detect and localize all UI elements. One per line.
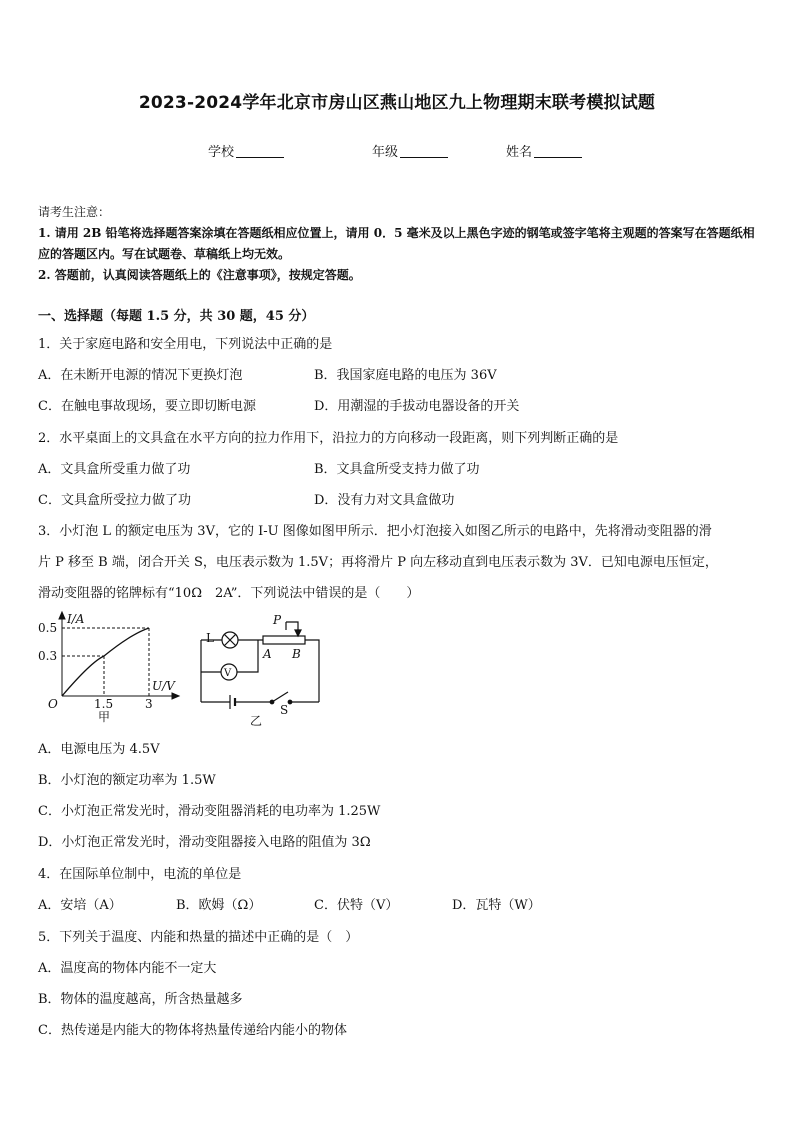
q3-figures — [36, 610, 336, 735]
figure-yi-caption: 乙 — [250, 714, 263, 728]
q3-option-c: C．小灯泡正常发光时，滑动变阻器消耗的电功率为 1.25W — [38, 804, 381, 819]
q2-option-a: A．文具盒所受重力做了功 — [38, 462, 191, 477]
lamp-label: L — [206, 631, 214, 645]
note-item: 2. 答题前，认真阅读答题纸上的《注意事项》，按规定答题。 — [38, 268, 361, 282]
question-2-stem: 2．水平桌面上的文具盒在水平方向的拉力作用下，沿拉力的方向移动一段距离，则下列判断正确的是 — [38, 431, 619, 446]
voltmeter-label: V — [224, 668, 232, 679]
q1-option-b: B．我国家庭电路的电压为 36V — [314, 368, 497, 383]
question-3-stem-line1: 3．小灯泡 L 的额定电压为 3V，它的 I-U 图像如图甲所示．把小灯泡接入如图乙所示的电路中，先将滑动变阻器的滑 — [38, 524, 712, 539]
q5-option-b: B．物体的温度越高，所含热量越多 — [38, 992, 243, 1007]
school-blank[interactable] — [236, 145, 284, 158]
q4-option-a: A．安培（A） — [38, 898, 122, 913]
right-wire — [305, 640, 319, 702]
page-title: 2023-2024学年北京市房山区燕山地区九上物理期末联考模拟试题 — [138, 93, 656, 113]
question-1-stem: 1．关于家庭电路和安全用电，下列说法中正确的是 — [38, 337, 333, 352]
section-heading: 一、选择题（每题 1.5 分，共 30 题，45 分） — [38, 309, 315, 324]
q3-option-d: D．小灯泡正常发光时，滑动变阻器接入电路的阻值为 3Ω — [38, 835, 371, 850]
name-label: 姓名 — [506, 145, 533, 160]
q1-option-d: D．用潮湿的手拔动电器设备的开关 — [314, 399, 520, 414]
end-b-label: B — [292, 647, 301, 661]
iu-graph-labels — [38, 612, 176, 724]
x-tick-label: 3 — [145, 697, 153, 711]
q2-option-b: B．文具盒所受支持力做了功 — [314, 462, 480, 477]
origin-label: O — [48, 697, 58, 711]
x-axis-arrow — [172, 693, 179, 699]
slider-arrow — [295, 630, 301, 636]
q1-option-a: A．在未断开电源的情况下更换灯泡 — [38, 368, 243, 383]
school-field — [208, 141, 284, 160]
switch-label: S — [280, 703, 289, 717]
end-a-label: A — [263, 647, 272, 661]
y-axis-label: I/A — [67, 612, 85, 626]
circuit-labels — [206, 613, 301, 728]
q2-option-d: D．没有力对文具盒做功 — [314, 493, 455, 508]
grade-blank[interactable] — [400, 145, 448, 158]
y-tick-label: 0.5 — [38, 621, 58, 635]
slider-label: P — [273, 613, 282, 627]
question-3-stem-line2: 片 P 移至 B 端，闭合开关 S，电压表示数为 1.5V；再将滑片 P 向左移动直到电压表示数为 3V．已知电源电压恒定， — [38, 555, 718, 570]
q4-option-d: D．瓦特（W） — [452, 898, 541, 913]
q2-option-c: C．文具盒所受拉力做了功 — [38, 493, 191, 508]
notes-heading: 请考生注意： — [38, 205, 111, 219]
x-axis-label: U/V — [152, 679, 175, 693]
school-label: 学校 — [208, 145, 235, 160]
question-4-stem: 4．在国际单位制中，电流的单位是 — [38, 867, 242, 882]
x-tick-label: 1.5 — [94, 697, 114, 711]
grade-label: 年级 — [372, 145, 399, 160]
y-tick-label: 0.3 — [38, 649, 58, 663]
grade-field — [372, 141, 448, 160]
q1-option-c: C．在触电事故现场，要立即切断电源 — [38, 399, 256, 414]
question-5-stem: 5．下列关于温度、内能和热量的描述中正确的是（ ） — [38, 930, 359, 945]
y-axis-arrow — [59, 612, 65, 619]
q4-option-b: B．欧姆（Ω） — [176, 898, 262, 913]
switch-blade — [272, 692, 288, 702]
circuit-diagram — [201, 622, 319, 709]
slider-wire — [286, 622, 298, 636]
figure-jia-caption: 甲 — [98, 710, 111, 724]
rheostat-resistor — [263, 636, 305, 644]
q3-option-b: B．小灯泡的额定功率为 1.5W — [38, 773, 216, 788]
q3-option-a: A．电源电压为 4.5V — [38, 742, 160, 757]
question-3-stem-line3: 滑动变阻器的铭牌标有“10Ω 2A”．下列说法中错误的是（ ） — [38, 586, 420, 601]
name-blank[interactable] — [534, 145, 582, 158]
q4-option-c: C．伏特（V） — [314, 898, 399, 913]
voltmeter-wire-right — [237, 640, 258, 672]
q5-option-a: A．温度高的物体内能不一定大 — [38, 961, 217, 976]
name-field — [506, 141, 582, 160]
q5-option-c: C．热传递是内能大的物体将热量传递给内能小的物体 — [38, 1023, 347, 1038]
exam-notes — [38, 202, 760, 286]
note-item: 1. 请用 2B 铅笔将选择题答案涂填在答题纸相应位置上，请用 0．5 毫米及以上黑色字迹的钢笔或签字笔将主观题的答案写在答题纸相应的答题区内。写在试题卷、草稿纸上均无效。 — [38, 226, 755, 261]
q3-figure-svg — [36, 610, 336, 735]
iu-curve — [62, 628, 149, 696]
